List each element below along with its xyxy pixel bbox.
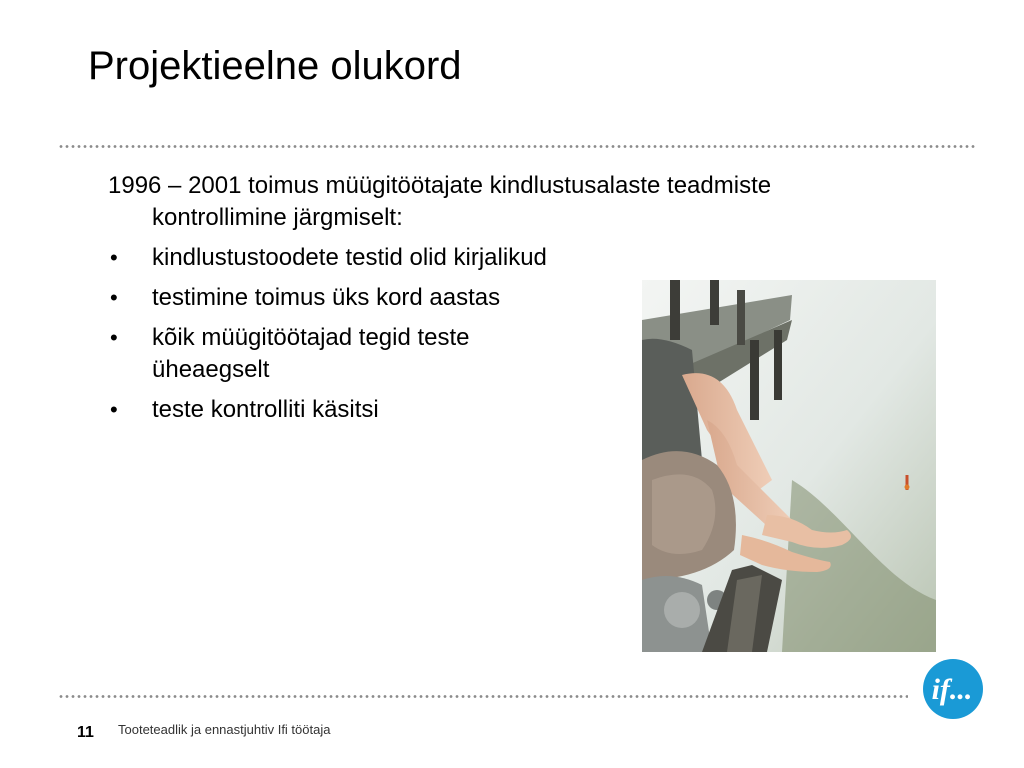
bullet-text: kindlustustoodete testid olid kirjalikud (152, 244, 547, 271)
bullet-item (108, 242, 798, 274)
if-logo (922, 658, 984, 720)
page-number: 11 (77, 724, 94, 741)
footer-text: Tooteteadlik ja ennastjuhtiv Ifi töötaja (118, 722, 331, 737)
pier-photo (642, 280, 936, 652)
bullet-item (108, 322, 552, 386)
intro-paragraph: 1996 – 2001 toimus müügitöötajate kindlustusalaste teadmiste kontrollimine järgmiselt: (108, 172, 772, 231)
bullet-text: kõik müügitöötajad tegid teste üheaegselt (152, 324, 470, 383)
slide-title: Projektieelne olukord (88, 44, 462, 88)
svg-text:if...: if... (931, 673, 973, 706)
bottom-dotted-divider (58, 695, 908, 698)
bullet-text: testimine toimus üks kord aastas (152, 284, 501, 311)
bullet-marker: • (110, 245, 118, 270)
bullet-marker: • (110, 325, 118, 350)
bullet-marker: • (110, 285, 118, 310)
bullet-marker: • (110, 397, 118, 422)
bullet-text: teste kontrolliti käsitsi (152, 396, 379, 423)
top-dotted-divider (58, 145, 976, 148)
